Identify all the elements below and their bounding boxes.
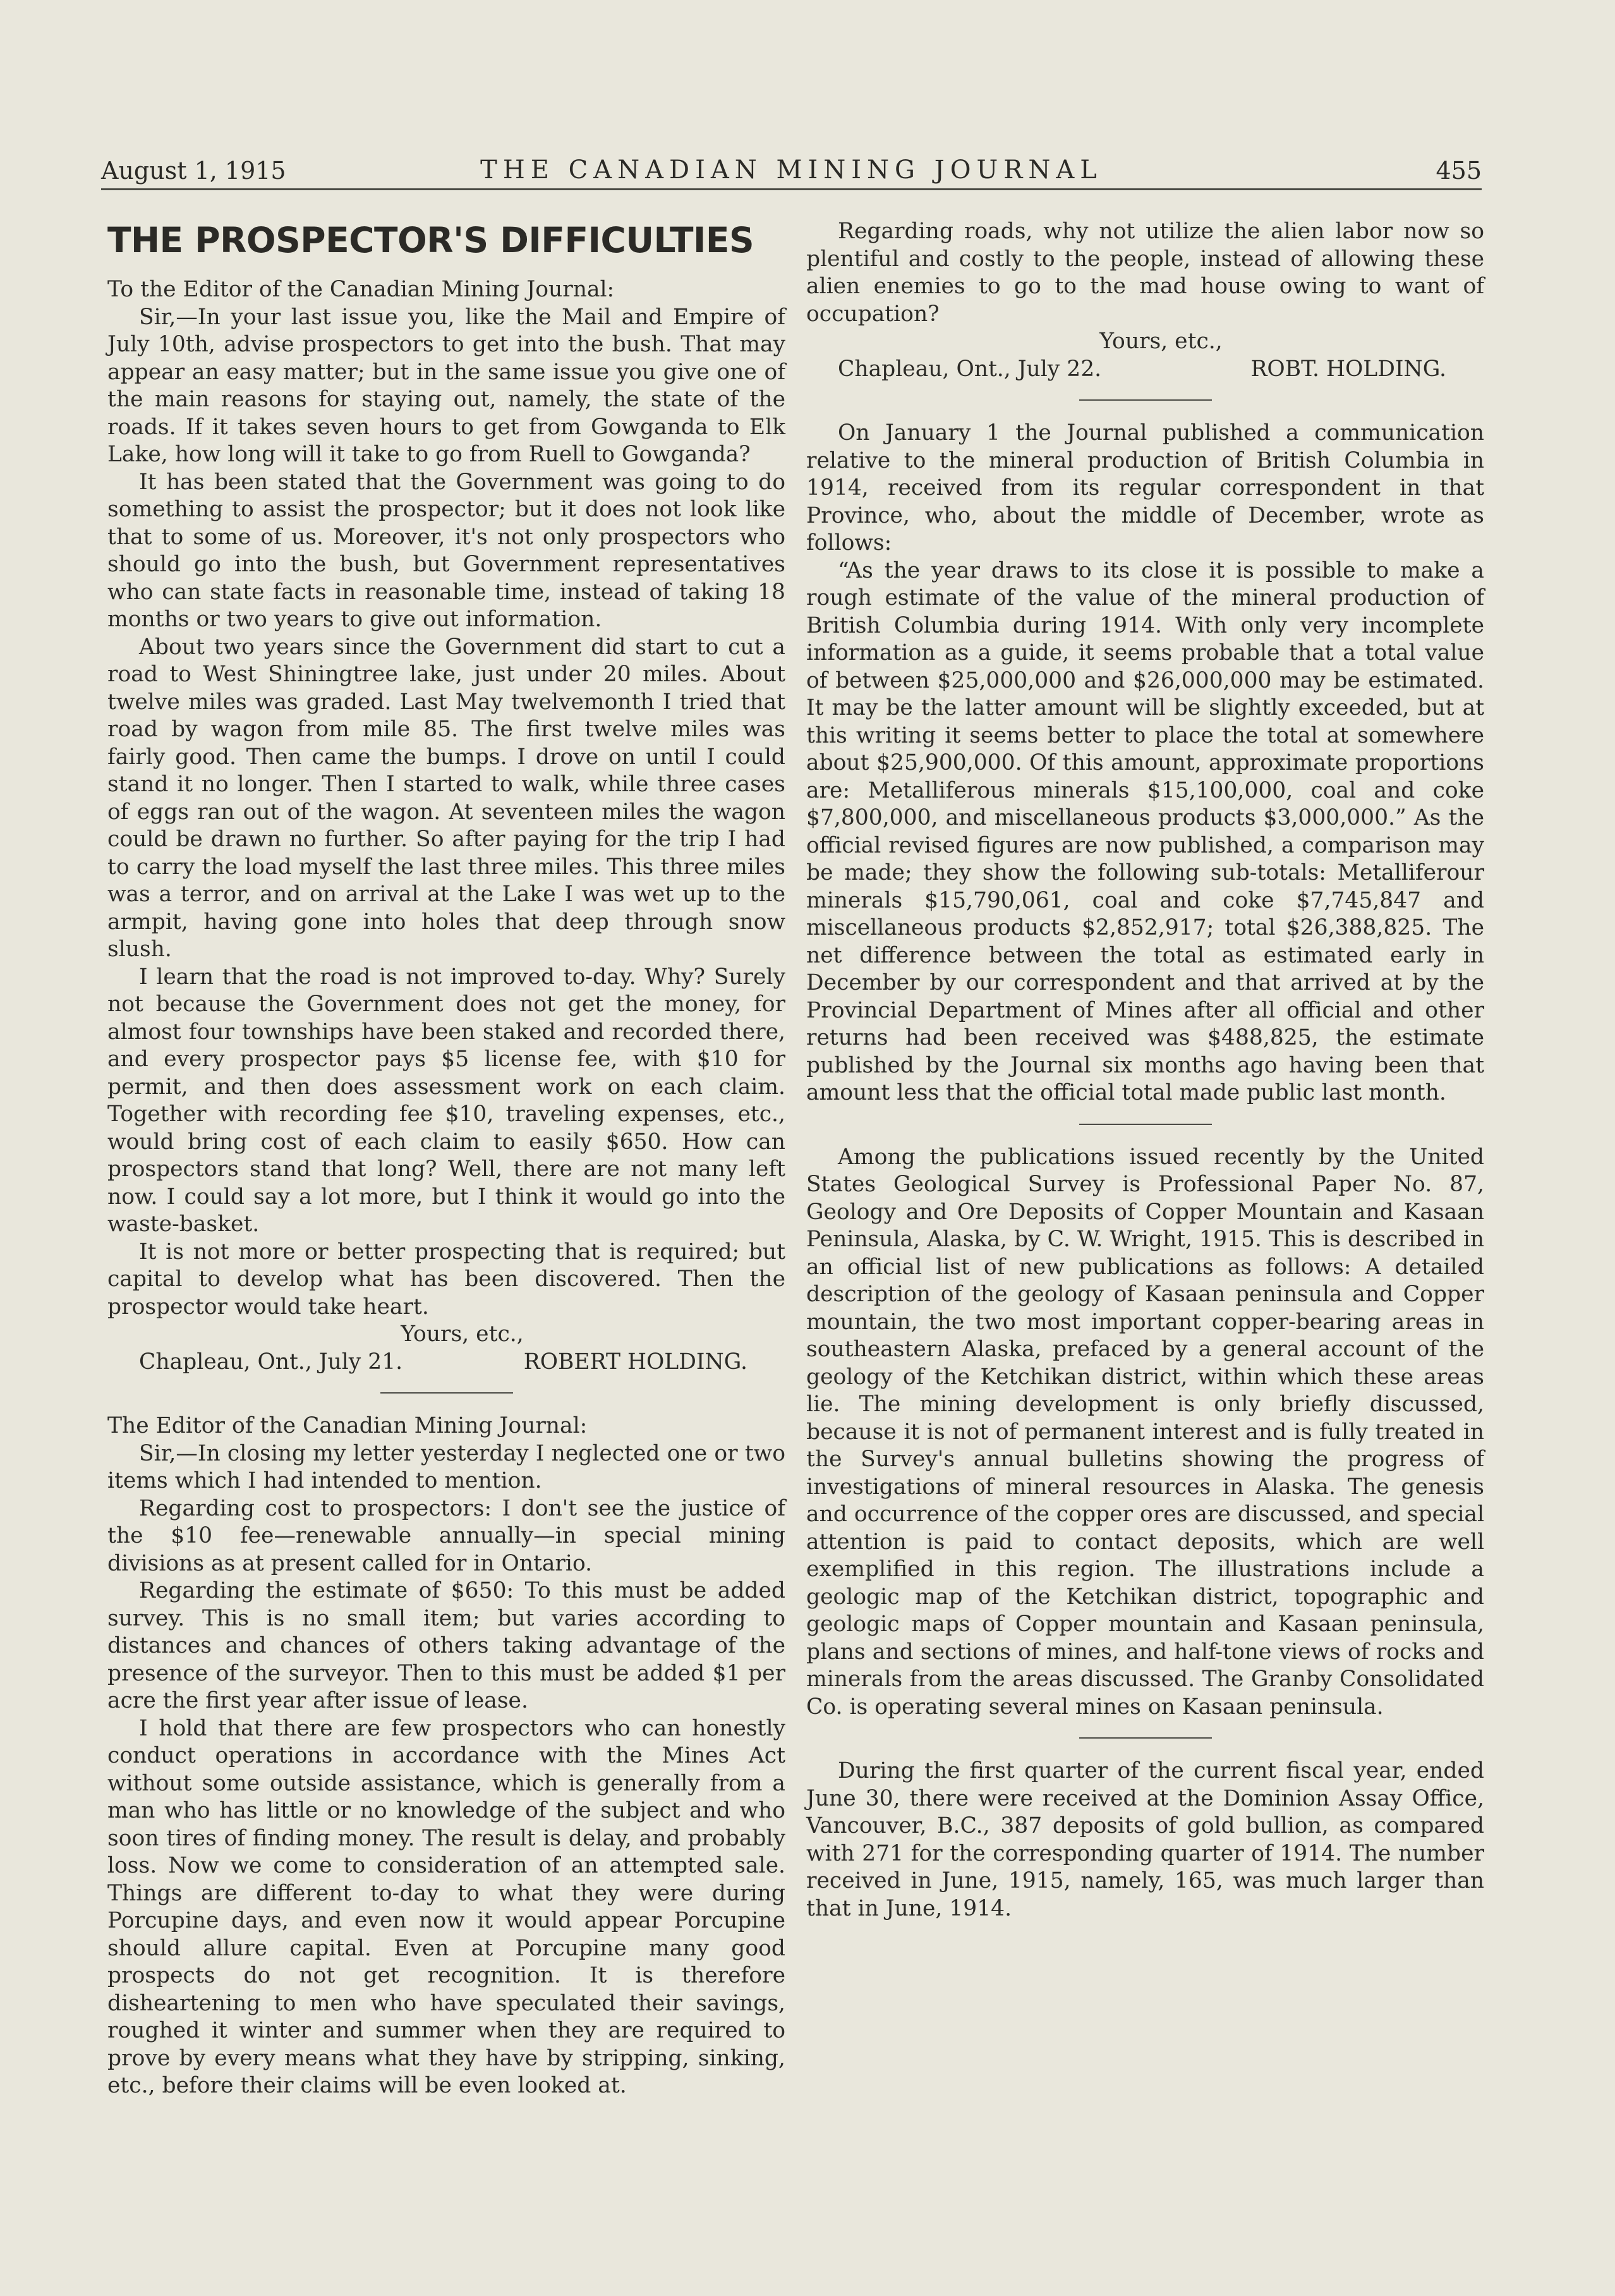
letter2-paragraph: Regarding the estimate of $650: To this must be added survey. This is no small item; but varies according to distances and chances of others taking advantage of the presence of the surveyor. Then to this must be added $1 per acre the first year after issue of lease. [107, 1578, 785, 1713]
letter2-salutation: The Editor of the Canadian Mining Journal: [107, 1413, 588, 1438]
journal-title: THE CANADIAN MINING JOURNAL [480, 155, 1103, 185]
letter1-paragraph: It is not more or better prospecting that is required; but capital to develop what has been discovered. Then the prospector would take heart. [107, 1239, 785, 1320]
page-number: 455 [1436, 157, 1482, 185]
right-column [806, 218, 1484, 1922]
letter1-salutation: To the Editor of the Canadian Mining Journal: [107, 277, 615, 302]
section-divider [1079, 1737, 1212, 1739]
letter2-place-date: Chapleau, Ont., July 22. [838, 356, 1102, 382]
left-column [107, 218, 785, 2100]
letter2-signature: ROBT. HOLDING. [1250, 356, 1446, 382]
issue-date: August 1, 1915 [101, 157, 286, 185]
letter2-paragraph: Regarding cost to prospectors: I don't see the justice of the $10 fee—renewable annually—in special mining divisions as at present called for in Ontario. [107, 1495, 785, 1576]
assay-office-paragraph: During the first quarter of the current fiscal year, ended June 30, there were received at the Dominion Assay Office, Vancouver, B.C., 387 deposits of gold bullion, as compared with 271 for the corresponding quarter of 1914. The number received in June, 1915, namely, 165, was much larger than that in June, 1914. [806, 1758, 1484, 1921]
page-header [101, 152, 1482, 190]
letter1-signature: ROBERT HOLDING. [523, 1349, 747, 1375]
section-divider [1079, 399, 1212, 401]
letter2-paragraph: I hold that there are few prospectors who can honestly conduct operations in accordance with the Mines Act without some outside assistance, which is generally from a man who has little or no knowledge of the subject and who soon tires of finding money. The result is delay, and probably loss. Now we come to consideration of an attempted sale. Things are different to-day to what they were during Porcupine days, and even now it would appear Porcupine should allure capital. Even at Porcupine many good prospects do not get recognition. It is therefore disheartening to men who have speculated their savings, roughed it winter and summer when they are required to prove by every means what they have by stripping, sinking, etc., before their claims will be even looked at. [107, 1715, 785, 2098]
usgs-publication-paragraph: Among the publications issued recently by the United States Geological Survey is Professional Paper No. 87, Geology and Ore Deposits of Copper Mountain and Kasaan Peninsula, Alaska, by C. W. Wright, 1915. This is described in an official list of new publications as follows: A detailed description of the geology of Kasaan peninsula and Copper mountain, the two most important copper-bearing areas in southeastern Alaska, prefaced by a general account of the geology of the Ketchikan district, within which these areas lie. The mining development is only briefly discussed, because it is not of permanent interest and is fully treated in the Survey's annual bulletins showing the progress of investigations of mineral resources in Alaska. The genesis and occurrence of the copper ores are discussed, and special attention is paid to contact deposits, which are well exemplified in this region. The illustrations include a geologic map of the Ketchikan district, topographic and geologic maps of Copper mountain and Kasaan peninsula, plans and sections of mines, and half-tone views of rocks and minerals from the areas discussed. The Granby Consolidated Co. is operating several mines on Kasaan peninsula. [806, 1144, 1484, 1720]
letter1-place-date: Chapleau, Ont., July 21. [139, 1349, 403, 1375]
letter2-paragraph: Regarding roads, why not utilize the alien labor now so plentiful and costly to the people, instead of allowing these alien enemies to go to the mad house owing to want of occupation? [806, 219, 1484, 327]
article-headline: THE PROSPECTOR'S DIFFICULTIES [107, 220, 754, 260]
bc-production-paragraph: “As the year draws to its close it is possible to make a rough estimate of the value of the mineral production of British Columbia during 1914. With only very incomplete information as a guide, it seems probable that a total value of between $25,000,000 and $26,000,000 may be estimated. It may be the latter amount will be slightly exceeded, but at this writing it seems better to place the total at somewhere about $25,900,000. Of this amount, approximate proportions are: Metalliferous minerals $15,100,000, coal and coke $7,800,000, and miscellaneous products $3,000,000.” As the official revised figures are now published, a comparison may be made; they show the following sub-totals: Metalliferour minerals $15,790,061, coal and coke $7,745,847 and miscellaneous products $2,852,917; total $26,388,825. The net difference between the total as estimated early in December by our correspondent and that arrived at by the Provincial Department of Mines after all official and other returns had been received was $488,825, the estimate published by the Journal six months ago having been that amount less that the official total made public last month. [806, 557, 1484, 1105]
letter2-signature-line [806, 356, 1484, 384]
letter1-paragraph: It has been stated that the Government was going to do something to assist the prospector; but it does not look like that to some of us. Moreover, it's not only prospectors who should go into the bush, but Government representatives who can state facts in reasonable time, instead of taking 18 months or two years to give out information. [107, 469, 785, 632]
letter2-closing: Yours, etc., [1099, 329, 1223, 354]
bc-production-paragraph: On January 1 the Journal published a communication relative to the mineral production of British Columbia in 1914, received from its regular correspondent in that Province, who, about the middle of December, wrote as follows: [806, 420, 1484, 556]
section-divider [1079, 1124, 1212, 1125]
section-divider [380, 1392, 513, 1394]
letter1-paragraph: Sir,—In your last issue you, like the Mail and Empire of July 10th, advise prospectors to get into the bush. That may appear an easy matter; but in the same issue you give one of the main reasons for staying out, namely, the state of the roads. If it takes seven hours to get from Gowganda to Elk Lake, how long will it take to go from Ruell to Gowganda? [107, 304, 785, 467]
letter1-paragraph: About two years since the Government did start to cut a road to West Shiningtree lake, just under 20 miles. About twelve miles was graded. Last May twelvemonth I tried that road by wagon from mile 85. The first twelve miles was fairly good. Then came the bumps. I drove on until I could stand it no longer. Then I started to walk, while three cases of eggs ran out of the wagon. At seventeen miles the wagon could be drawn no further. So after paying for the trip I had to carry the load myself the last three miles. This three miles was a terror, and on arrival at the Lake I was wet up to the armpit, having gone into holes that deep through snow slush. [107, 634, 785, 962]
letter1-paragraph: I learn that the road is not improved to-day. Why? Surely not because the Government does not get the money, for almost four townships have been staked and recorded there, and every prospector pays $5 license fee, with $10 for permit, and then does assessment work on each claim. Together with recording fee $10, traveling expenses, etc., would bring cost of each claim to easily $650. How can prospectors stand that long? Well, there are not many left now. I could say a lot more, but I think it would go into the waste-basket. [107, 964, 785, 1237]
letter1-signature-line [107, 1349, 785, 1376]
letter1-closing: Yours, etc., [401, 1321, 524, 1347]
letter2-paragraph: Sir,—In closing my letter yesterday I neglected one or two items which I had intended to mention. [107, 1440, 785, 1493]
